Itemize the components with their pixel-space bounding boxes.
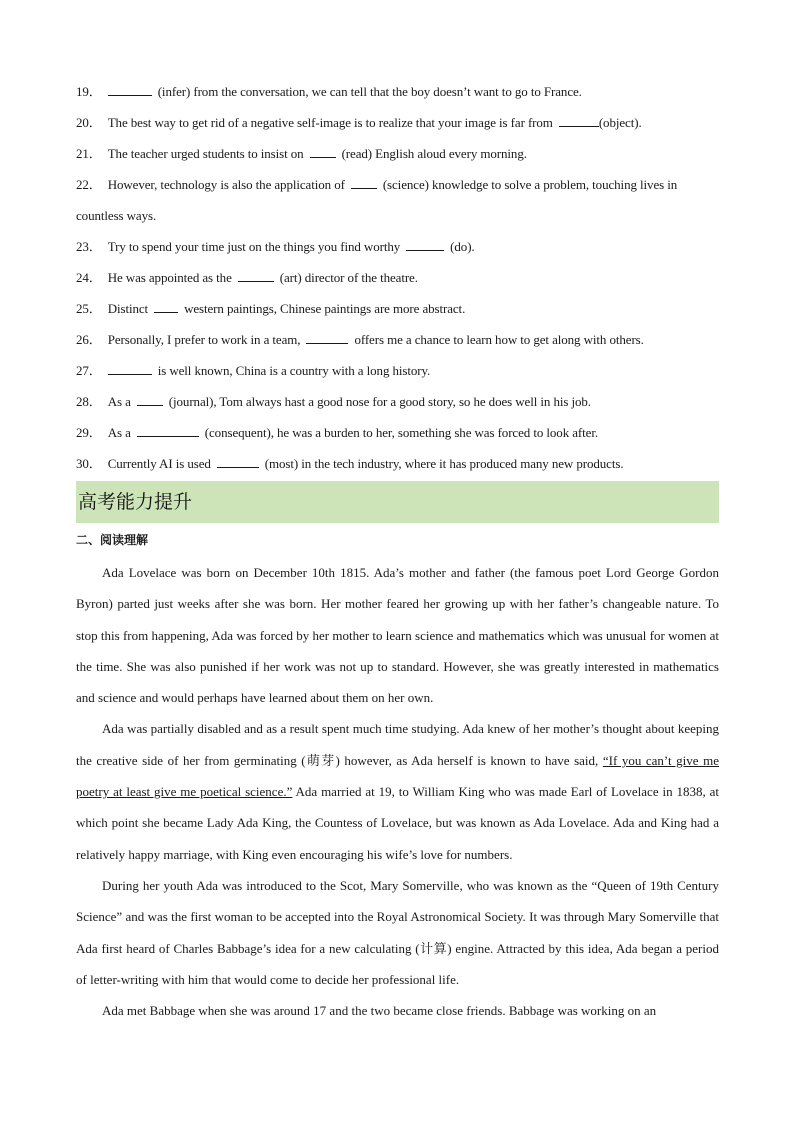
reading-passage: [76, 557, 719, 1026]
section-subtitle: 二、阅读理解: [76, 533, 149, 547]
answer-blank[interactable]: [108, 83, 152, 96]
question-item: 27． is well known, China is a country with a long history.: [76, 363, 431, 378]
question-item: 24． He was appointed as the (art) director of the theatre.: [76, 270, 418, 285]
answer-blank[interactable]: [154, 300, 178, 313]
question-item: 29． As a (consequent), he was a burden to her, something she was forced to look after.: [76, 425, 598, 440]
question-item: 21． The teacher urged students to insist on (read) English aloud every morning.: [76, 146, 527, 161]
question-item: 26． Personally, I prefer to work in a team, offers me a chance to learn how to get along with others.: [76, 332, 644, 347]
passage-paragraph: Ada was partially disabled and as a result spent much time studying. Ada knew of her mother’s thought about keeping the creative side of her from germinating (萌芽) however, as Ada herself is known to have said, “If you can’t give me poetry at least give me poetical science.” Ada married at 19, to William King who was made Earl of Lovelace in 1838, at which point she became Lady Ada King, the Countess of Lovelace, but was known as Ada Lovelace. Ada and King had a relatively happy marriage, with King even encouraging his wife’s love for numbers.: [76, 721, 719, 862]
answer-blank[interactable]: [137, 424, 199, 437]
question-item: 22． However, technology is also the application of (science) knowledge to solve a problem, touching lives in countless ways.: [76, 177, 678, 223]
passage-paragraph: Ada Lovelace was born on December 10th 1815. Ada’s mother and father (the famous poet Lord George Gordon Byron) parted just weeks after she was born. Her mother feared her growing up with her father’s changeable nature. To stop this from happening, Ada was forced by her mother to learn science and mathematics which was unusual for women at the time. She was also punished if her work was not up to standard. However, she was greatly interested in mathematics and science and would perhaps have learned about them on her own.: [76, 565, 719, 706]
question-item: 28． As a (journal), Tom always hast a good nose for a good story, so he does well in his job.: [76, 394, 591, 409]
answer-blank[interactable]: [306, 331, 348, 344]
answer-blank[interactable]: [217, 455, 259, 468]
question-list: [76, 76, 719, 479]
question-item: 20． The best way to get rid of a negative self-image is to realize that your image is far from (object).: [76, 115, 642, 130]
answer-blank[interactable]: [310, 145, 336, 158]
question-item: 23． Try to spend your time just on the things you find worthy (do).: [76, 239, 475, 254]
worksheet-page: [76, 76, 719, 1026]
question-item: 25． Distinct western paintings, Chinese paintings are more abstract.: [76, 301, 466, 316]
passage-paragraph: During her youth Ada was introduced to the Scot, Mary Somerville, who was known as the “Queen of 19th Century Science” and was the first woman to be accepted into the Royal Astronomical Society. It was through Mary Somerville that Ada first heard of Charles Babbage’s idea for a new calculating (计算) engine. Attracted by this idea, Ada began a period of letter-writing with him that would come to decide her professional life.: [76, 877, 719, 987]
answer-blank[interactable]: [137, 393, 163, 406]
answer-blank[interactable]: [351, 176, 377, 189]
underlined-quote: “If you can’t give me poetry at least give me poetical science.”: [76, 752, 719, 800]
answer-blank[interactable]: [406, 238, 444, 251]
answer-blank[interactable]: [108, 362, 152, 375]
question-item: 30． Currently AI is used (most) in the tech industry, where it has produced many new products.: [76, 456, 624, 471]
answer-blank[interactable]: [238, 269, 274, 282]
section-header: 高考能力提升: [76, 481, 719, 523]
question-item: 19． (infer) from the conversation, we can tell that the boy doesn’t want to go to France.: [76, 84, 582, 99]
passage-paragraph: Ada met Babbage when she was around 17 and the two became close friends. Babbage was working on an: [102, 1003, 657, 1019]
answer-blank[interactable]: [559, 114, 599, 127]
